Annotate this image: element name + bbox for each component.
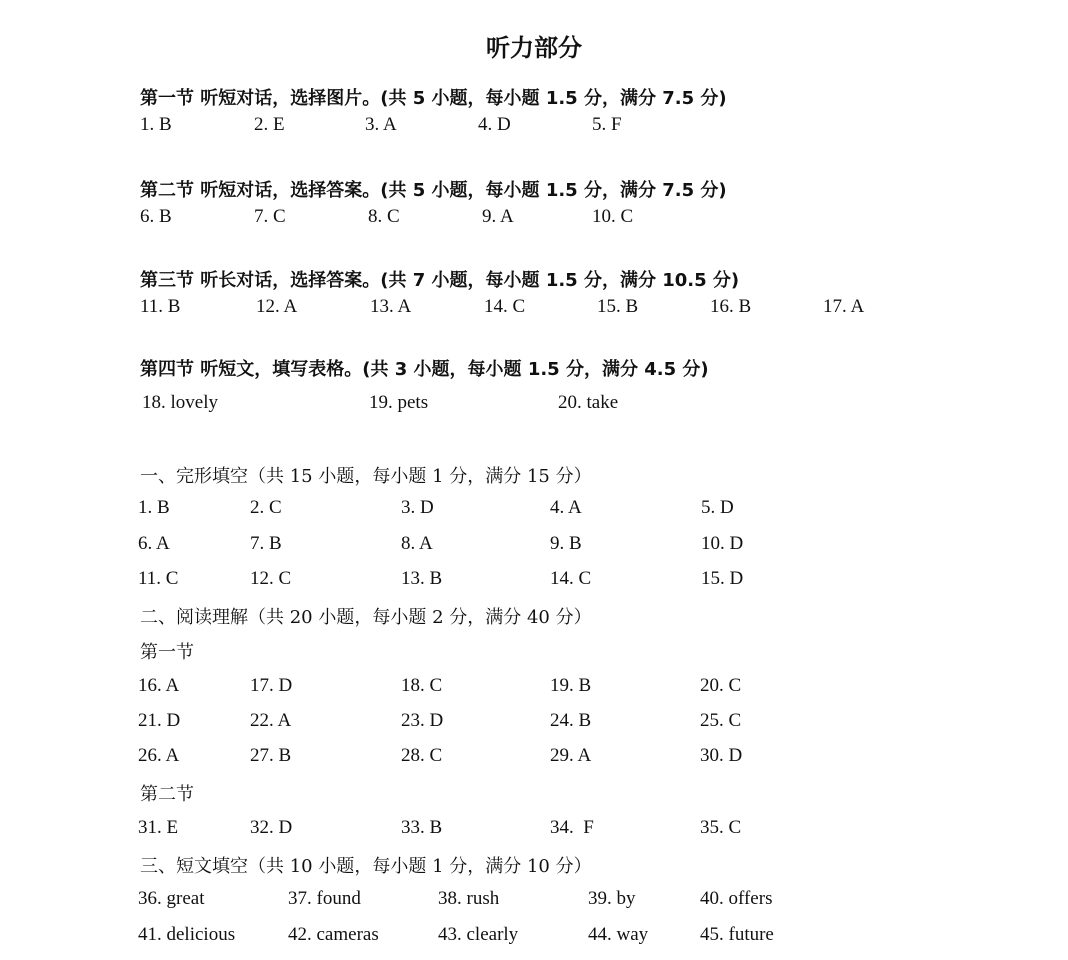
answer-item: 19. B	[550, 675, 592, 696]
answer-item: 4. A	[550, 497, 582, 518]
answer-item: 33. B	[401, 817, 443, 838]
page-title: 听力部分	[486, 34, 582, 62]
answer-item: 9. A	[482, 206, 514, 227]
answer-item: 44. way	[588, 924, 649, 945]
answer-item: 42. cameras	[288, 924, 379, 945]
answer-item: 22. A	[250, 710, 292, 731]
answer-item: 26. A	[138, 745, 180, 766]
answer-item: 13. A	[370, 296, 412, 317]
answer-item: 41. delicious	[138, 924, 236, 945]
listening-section-1-answers	[0, 114, 1068, 138]
answer-item: 9. B	[550, 533, 582, 554]
answer-item: 20. C	[700, 675, 742, 696]
answer-item: 32. D	[250, 817, 293, 838]
cloze-heading: 一、完形填空（共 15 小题，每小题 1 分，满分 15 分）	[140, 466, 592, 487]
listening-section-2-heading: 第二节 听短对话，选择答案。(共 5 小题，每小题 1.5 分，满分 7.5 分)	[140, 180, 727, 201]
answer-item: 5. D	[701, 497, 734, 518]
answer-item: 25. C	[700, 710, 742, 731]
answer-item: 1. B	[140, 114, 172, 135]
answer-item: 3. A	[365, 114, 397, 135]
answer-item: 10. C	[592, 206, 634, 227]
answer-item: 17. A	[823, 296, 865, 317]
listening-section-2-answers	[0, 206, 1068, 230]
reading-row	[0, 745, 1068, 769]
answer-item: 45. future	[700, 924, 774, 945]
answer-item: 23. D	[401, 710, 444, 731]
answer-item: 12. A	[256, 296, 298, 317]
answer-item: 29. A	[550, 745, 592, 766]
answer-item: 16. A	[138, 675, 180, 696]
answer-item: 13. B	[401, 568, 443, 589]
answer-item: 28. C	[401, 745, 443, 766]
listening-section-3-answers	[0, 296, 1068, 320]
reading-part-2-label: 第二节	[140, 784, 194, 805]
answer-item: 14. C	[484, 296, 526, 317]
answer-item: 8. A	[401, 533, 433, 554]
answer-item: 6. A	[138, 533, 170, 554]
cloze-row	[0, 568, 1068, 592]
reading-heading: 二、阅读理解（共 20 小题，每小题 2 分，满分 40 分）	[140, 607, 592, 628]
fill-row	[0, 924, 1068, 948]
answer-item: 40. offers	[700, 888, 773, 909]
answer-item: 15. D	[701, 568, 744, 589]
answer-item: 17. D	[250, 675, 293, 696]
listening-section-4-answers	[0, 392, 1068, 416]
reading-row	[0, 710, 1068, 734]
answer-item: 35. C	[700, 817, 742, 838]
answer-item: 18. C	[401, 675, 443, 696]
fill-heading: 三、短文填空（共 10 小题，每小题 1 分，满分 10 分）	[140, 856, 592, 877]
listening-section-3-heading: 第三节 听长对话，选择答案。(共 7 小题，每小题 1.5 分，满分 10.5 分)	[140, 270, 740, 291]
listening-section-4-heading: 第四节 听短文，填写表格。(共 3 小题，每小题 1.5 分，满分 4.5 分)	[140, 359, 709, 380]
answer-item: 12. C	[250, 568, 292, 589]
answer-item: 3. D	[401, 497, 434, 518]
answer-item: 21. D	[138, 710, 181, 731]
cloze-row	[0, 497, 1068, 521]
answer-item: 2. C	[250, 497, 282, 518]
answer-item: 16. B	[710, 296, 752, 317]
answer-item: 11. C	[138, 568, 179, 589]
answer-item: 19. pets	[369, 392, 429, 413]
answer-item: 1. B	[138, 497, 170, 518]
fill-row	[0, 888, 1068, 912]
answer-item: 7. C	[254, 206, 286, 227]
reading-row	[0, 675, 1068, 699]
reading-row	[0, 817, 1068, 841]
answer-item: 37. found	[288, 888, 361, 909]
answer-item: 7. B	[250, 533, 282, 554]
answer-item: 39. by	[588, 888, 636, 909]
answer-item: 4. D	[478, 114, 511, 135]
answer-item: 5. F	[592, 114, 622, 135]
answer-item: 2. E	[254, 114, 285, 135]
answer-item: 20. take	[558, 392, 619, 413]
answer-item: 18. lovely	[142, 392, 218, 413]
reading-part-1-label: 第一节	[140, 642, 194, 663]
answer-item: 27. B	[250, 745, 292, 766]
answer-item: 14. C	[550, 568, 592, 589]
answer-item: 24. B	[550, 710, 592, 731]
listening-section-1-heading: 第一节 听短对话，选择图片。(共 5 小题，每小题 1.5 分，满分 7.5 分)	[140, 88, 727, 109]
answer-item: 36. great	[138, 888, 205, 909]
answer-item: 6. B	[140, 206, 172, 227]
answer-item: 8. C	[368, 206, 400, 227]
answer-item: 34. F	[550, 817, 594, 838]
answer-item: 31. E	[138, 817, 179, 838]
cloze-row	[0, 533, 1068, 557]
answer-item: 11. B	[140, 296, 181, 317]
answer-item: 38. rush	[438, 888, 500, 909]
answer-item: 43. clearly	[438, 924, 519, 945]
answer-item: 10. D	[701, 533, 744, 554]
answer-item: 15. B	[597, 296, 639, 317]
answer-item: 30. D	[700, 745, 743, 766]
